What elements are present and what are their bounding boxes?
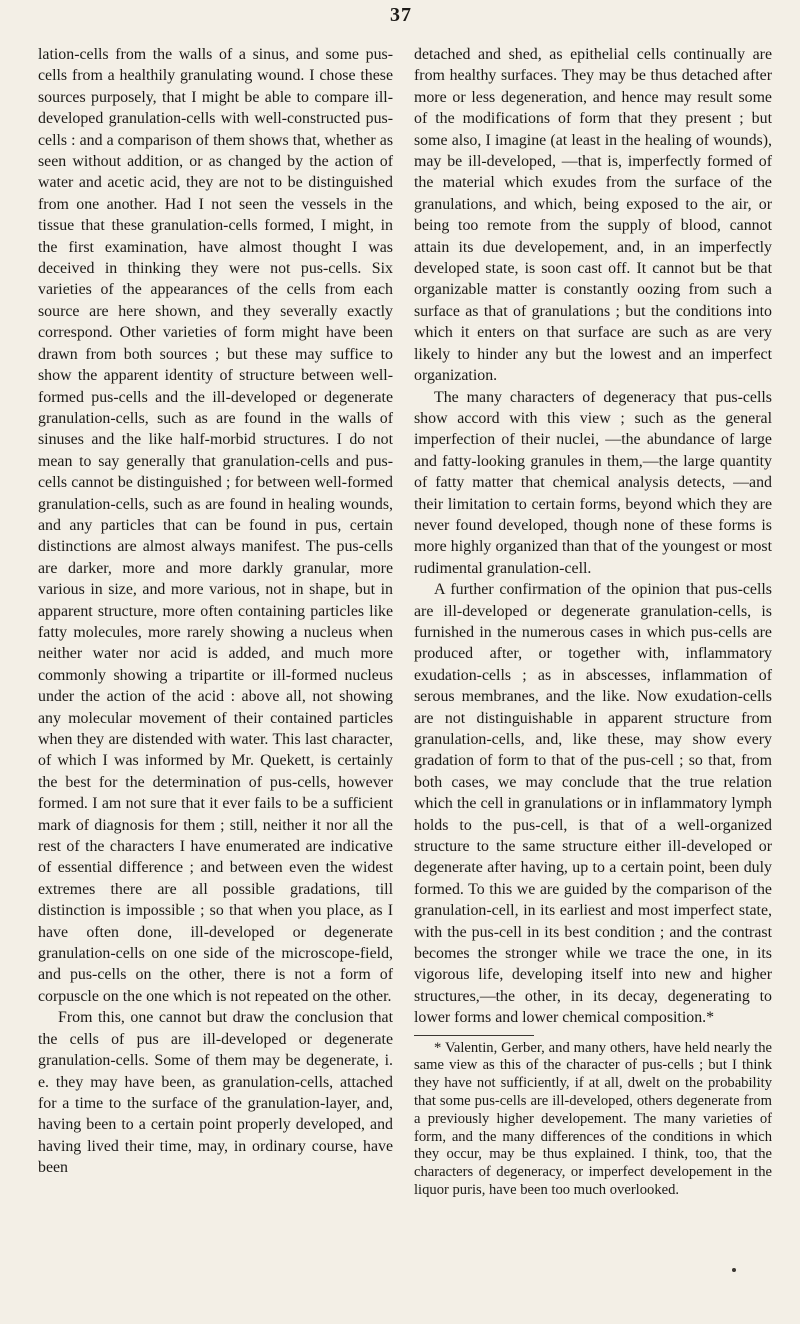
right-paragraph-3: A further confirmation of the opinion that pus-cells are ill-developed or degenerate granulation-cells, is furnished in the numerous cases in which pus-cells are produced after, or together with, inflammatory exudation-cells ; as in abscesses, inflammation of serous membranes, and the like. Now exudation-cells are not distinguishable in apparent structure from granulation-cells, and, like these, may show every gradation of form to that of the pus-cell ; so that, from both cases, we may conclude that the true relation which the cell in granulations or in inflammatory lymph holds to the pus-cell, is that of a well-organized structure to the same structure either ill-developed or degenerate after having, up to a certain point, been duly formed. To this we are guided by the comparison of the granulation-cell, in its earliest and most imperfect state, with the pus-cell in its best condition ; and the contrast becomes the stronger while we trace the one, in its vigorous life, developing itself into new and higher structures,—the other, in its decay, degenerating to lower forms and lower chemical composition.* <box>414 581 772 1027</box>
ink-speck <box>732 1268 736 1272</box>
footnote: * Valentin, Gerber, and many others, have held nearly the same view as this of the character of pus-cells ; but I think they have not sufficiently, if at all, dwelt on the probability that some pus-cells are ill-developed, others degenerate from a previously higher developement. The many varieties of form, and the many differences of the conditions in which they occur, may be thus explained. I think, too, that the characters of degeneracy, or imperfect developement in the liquor puris, have been too much overlooked. <box>414 1039 772 1199</box>
left-paragraph-1: lation-cells from the walls of a sinus, and some pus-cells from a healthily granulating wound. I chose these sources purposely, that I might be able to compare ill-developed granulation-cells with well-constructed pus-cells : and a comparison of them shows that, whether as seen without addition, or as changed by the action of water and acetic acid, they are not to be distinguished from one another. Had I not seen the vessels in the tissue that these granulation-cells formed, I might, in the first examination, have almost thought I was deceived in thinking they were not pus-cells. Six varieties of the appearances of the cells from each source are here shown, and they severally exactly correspond. Other varieties of form might have been drawn from both sources ; but these may suffice to show the apparent identity of structure between well-formed pus-cells and the ill-developed or degenerate granulation-cells, such as are found in the walls of sinuses and the like half-morbid structures. I do not mean to say generally that granulation-cells and pus-cells cannot be distinguished ; for between well-formed granulation-cells, such as are found in healing wounds, and any particles that can be found in pus, certain distinctions are almost always manifest. The pus-cells are darker, more and more darkly granular, more various in size, and more various, not in shape, but in apparent structure, more often containing particles like fatty molecules, more rarely showing a nucleus when neither water nor acid is added, and much more commonly showing a tripartite or ill-formed nucleus under the action of the acid : above all, not showing any molecular movement of their contained particles when they are distended with water. This last character, of which I was informed by Mr. Quekett, is certainly the best for the determination of pus-cells, however formed. I am not sure that it ever fails to be a sufficient mark of diagnosis for them ; still, neither it nor all the rest of the characters I have enumerated are indicative of essential difference ; and between even the widest extremes there are all possible gradations, till distinction is impossible ; so that when you place, as I have often done, ill-developed or degenerate granulation-cells on one side of the microscope-field, and pus-cells on the other, there is not a form of corpuscle on the one which is not repeated on the other. <box>38 46 393 1005</box>
page-number: 37 <box>390 4 412 26</box>
left-column <box>38 44 393 1179</box>
footnote-divider <box>414 1035 534 1036</box>
right-paragraph-2: The many characters of degeneracy that pus-cells show accord with this view ; such as the general imperfection of their nuclei, —the abundance of large and fatty-looking granules in them,—the large quantity of fatty matter that chemical analysis detects, —and their limitation to certain forms, beyond which they are never found developed, though none of these forms is more highly organized than that of the youngest or most rudimental granulation-cell. <box>414 388 772 577</box>
right-column <box>414 44 772 1200</box>
left-paragraph-2: From this, one cannot but draw the conclusion that the cells of pus are ill-developed or degenerate granulation-cells. Some of them may be degenerate, i. e. they may have been, as granulation-cells, attached for a time to the surface of the granulation-layer, and, having been to a certain point properly developed, and having lived their time, may, in ordinary course, have been <box>38 1009 393 1177</box>
right-paragraph-1: detached and shed, as epithelial cells continually are from healthy surfaces. They may be thus detached after more or less degeneration, and hence may result some of the modifications of form that they present ; but some also, I imagine (at least in the healing of wounds), may be ill-developed, —that is, imperfectly formed of the material which exudes from the surface of the granulations, and which, being exposed to the air, or being too remote from the supply of blood, cannot attain its due developement, and, in an imperfectly developed state, is soon cast off. It cannot but be that organizable matter is constantly oozing from such a surface as that of granulations ; but the conditions into which it enters on that surface are such as are very likely to hinder any but the lowest and an imperfect organization. <box>414 46 772 385</box>
